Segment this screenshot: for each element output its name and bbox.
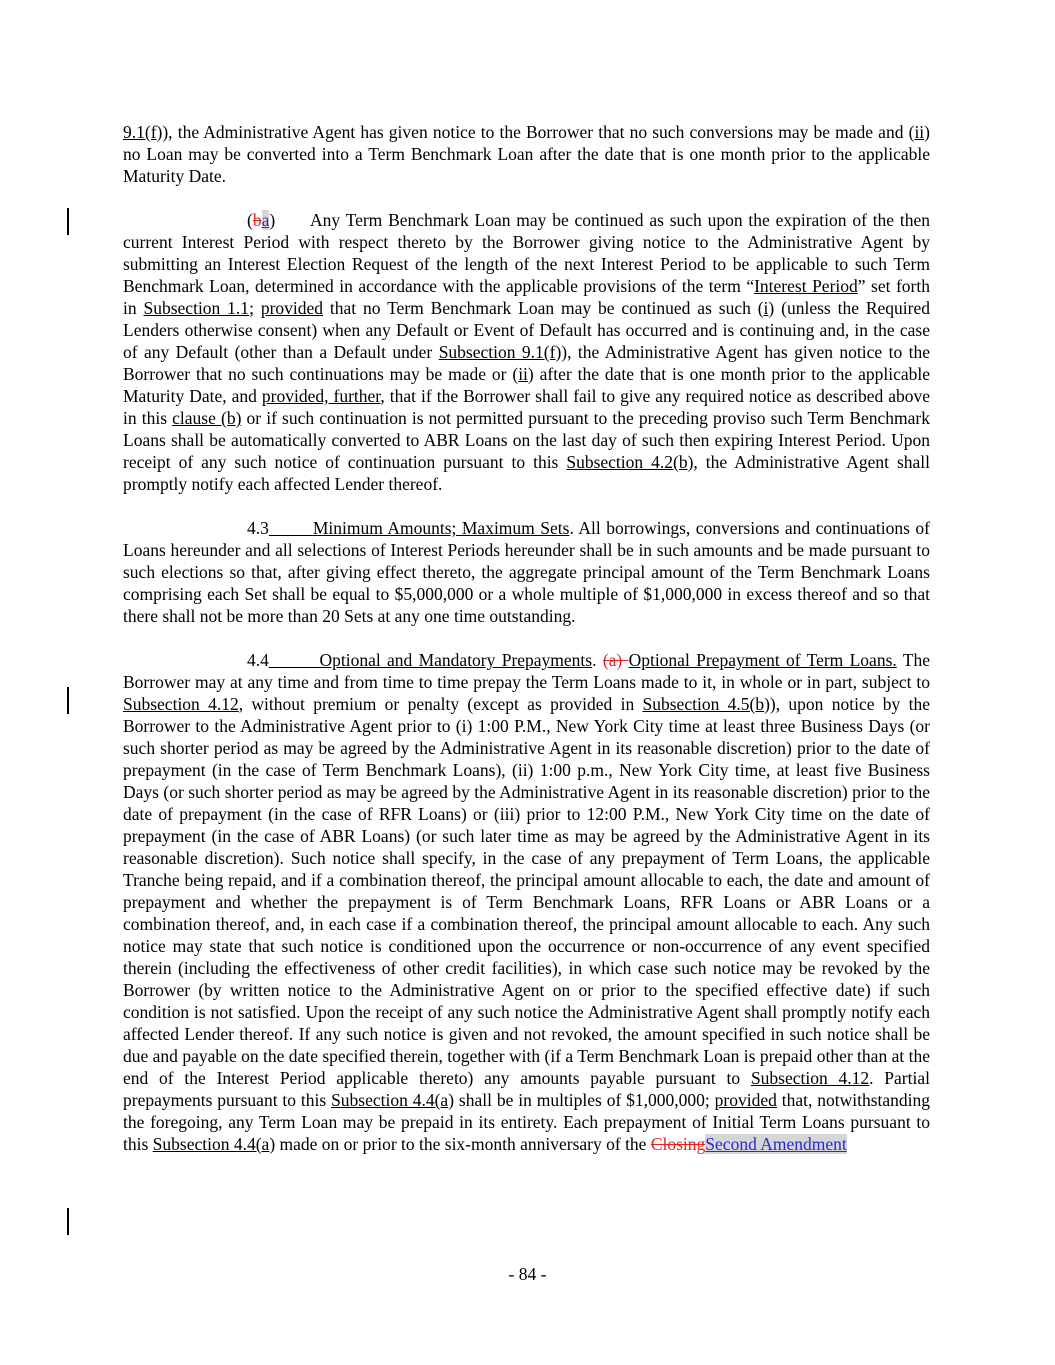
text-run: ) after the date that is one month prior to the applicable Maturity Date, and: [123, 364, 930, 406]
text-run: that, notwithstanding the foregoing, any Term Loan may be prepaid in its entirety. Each prepayment of Initial Term Loans pursuant to this: [123, 1090, 931, 1154]
underlined-text: Subsection 4.12: [750, 1068, 870, 1088]
text-run: . All borrowings, conversions and continuations of Loans hereunder and all selections of Interest Periods hereunder shall be in such amounts and be made pursuant to such elections so that, after giving effect thereto, the aggregate principal amount of the Term Benchmark Loans comprising each Set shall be equal to $5,000,000 or a whole multiple of $1,000,000 in excess thereof and so that there shall not be more than 20 Sets at any one time outstanding.: [123, 518, 930, 626]
revision-change-bar: [67, 687, 69, 714]
underlined-text: Subsection 9.1(f: [438, 342, 556, 362]
text-run: ) shall be in multiples of $1,000,000;: [448, 1090, 715, 1110]
underlined-text: Subsection 4.5(b: [642, 694, 765, 714]
text-run: The Borrower may at any time and from time to time prepay the Term Loans made to it, in whole or in part, subject to: [123, 650, 930, 692]
text-run: ) made on or prior to the six-month anniversary of the: [269, 1134, 651, 1154]
revision-change-bar: [67, 208, 69, 235]
underlined-text: ii: [914, 122, 925, 142]
text-run: )), upon notice by the Borrower to the Administrative Agent prior to (i) 1:00 P.M., New York City time at least three Business Days (or such shorter period as may be agreed by the Administrative Agent in its reasonable discretion) prior to the date of prepayment (in the case of Term Benchmark Loans), (ii) 1:00 p.m., New York City time, at least five Business Days (or such shorter period as may be agreed by the Administrative Agent in its reasonable discretion) prior to the date of prepayment (in the case of RFR Loans) or (iii) prior to 12:00 P.M., New York City time on the date of prepayment (in the case of ABR Loans) (or such later time as may be agreed by the Administrative Agent in its reasonable discretion). Such notice shall specify, in the case of any prepayment of Term Loans, the applicable Tranche being repaid, and if a combination thereof, the principal amount allocable to each, the date and amount of prepayment and whether the prepayment is of Term Benchmark Loans, RFR Loans or ABR Loans or a combination thereof, and, in each case if a combination thereof, the principal amount allocable to each. Any such notice may state that such notice is conditioned upon the occurrence or non-occurrence of any event specified therein (including the effectiveness of other credit facilities), in which case such notice may be revoked by the Borrower (by written notice to the Administrative Agent on or prior to the specified effective date) if such condition is not satisfied. Upon the receipt of any such notice the Administrative Agent shall promptly notify each affected Lender thereof. If any such notice is given and not revoked, the amount specified in such notice shall be due and payable on the date specified therein, together with (if a Term Benchmark Loan is prepaid other than at the end of the Interest Period applicable thereto) any amounts payable pursuant to: [123, 694, 930, 1088]
text-run: Any Term Benchmark Loan may be continued as such upon the expiration of the then current Interest Period with respect thereto by the Borrower giving notice to the Administrative Agent by submitting an Interest Election Request of the length of the next Interest Period to be applicable to such Term Benchmark Loan, determined in accordance with the applicable provisions of the term “: [123, 210, 931, 296]
inserted-text: a: [261, 210, 270, 230]
underlined-text: provided: [260, 298, 324, 318]
underlined-text: Subsection 4.12: [123, 694, 239, 714]
page-number: - 84 -: [508, 1264, 547, 1284]
text-run: that no Term Benchmark Loan may be continued as such (: [323, 298, 764, 318]
text-run: , without premium or penalty (except as provided in: [238, 694, 643, 714]
text-run: )), the Administrative Agent has given notice to the Borrower that no such conversions may be made and (: [156, 122, 915, 142]
underlined-text: Subsection 4.4(a: [152, 1134, 270, 1154]
underlined-text: 9.1(f: [123, 122, 157, 142]
deleted-text: Closing: [650, 1134, 706, 1154]
paragraph: [123, 649, 930, 1155]
text-run: ;: [249, 298, 261, 318]
deleted-text: b: [252, 210, 262, 230]
underlined-text: Interest Period: [754, 276, 858, 296]
underlined-text: provided: [714, 1090, 777, 1110]
paragraph: [123, 517, 930, 627]
underlined-text: i: [763, 298, 769, 318]
text-run: )), the Administrative Agent has given notice to the Borrower that no such continuations may be made or (: [123, 342, 930, 384]
text-run: ) (unless the Required Lenders otherwise consent) when any Default or Event of Default has occurred and is continuing and, in the case of any Default (other than a Default under: [123, 298, 930, 362]
paragraph: [123, 209, 930, 495]
underlined-text: clause (b): [172, 408, 242, 428]
text-run: .: [592, 650, 603, 670]
underlined-text: Optional Prepayment of Term Loans.: [628, 650, 897, 670]
underlined-text: Subsection 4.2(b: [566, 452, 688, 472]
paragraph: [123, 121, 930, 187]
underlined-text: [269, 518, 313, 538]
underlined-text: ii: [518, 364, 528, 384]
inserted-text: Second Amendment: [705, 1134, 847, 1154]
revision-change-bar: [67, 1208, 69, 1235]
text-run: (: [247, 210, 253, 230]
text-run: or if such continuation is not permitted pursuant to the preceding proviso such Term Benchmark Loans shall be automatically converted to ABR Loans on the last day of such then expiring Interest Period. Upon receipt of any such notice of continuation pursuant to this: [123, 408, 930, 472]
underlined-text: Subsection 1.1: [143, 298, 250, 318]
underlined-text: Optional and Mandatory Prepayments: [319, 650, 593, 670]
underlined-text: [269, 650, 320, 670]
text-run: ): [269, 210, 310, 230]
underlined-text: Subsection 4.4(a: [331, 1090, 449, 1110]
text-run: ), the Administrative Agent shall promptly notify each affected Lender thereof.: [123, 452, 930, 494]
text-run: 4.4: [247, 650, 269, 670]
text-run: . Partial prepayments pursuant to this: [123, 1068, 930, 1110]
text-run: ” set forth in: [123, 276, 930, 318]
underlined-text: Minimum Amounts; Maximum Sets: [312, 518, 570, 538]
deleted-text: (a): [602, 650, 629, 670]
document-body: [123, 121, 930, 1177]
underlined-text: provided, further: [261, 386, 381, 406]
text-run: , that if the Borrower shall fail to give any required notice as described above in this: [123, 386, 930, 428]
text-run: 4.3: [247, 518, 269, 538]
text-run: ) no Loan may be converted into a Term Benchmark Loan after the date that is one month prior to the applicable Maturity Date.: [123, 122, 930, 186]
